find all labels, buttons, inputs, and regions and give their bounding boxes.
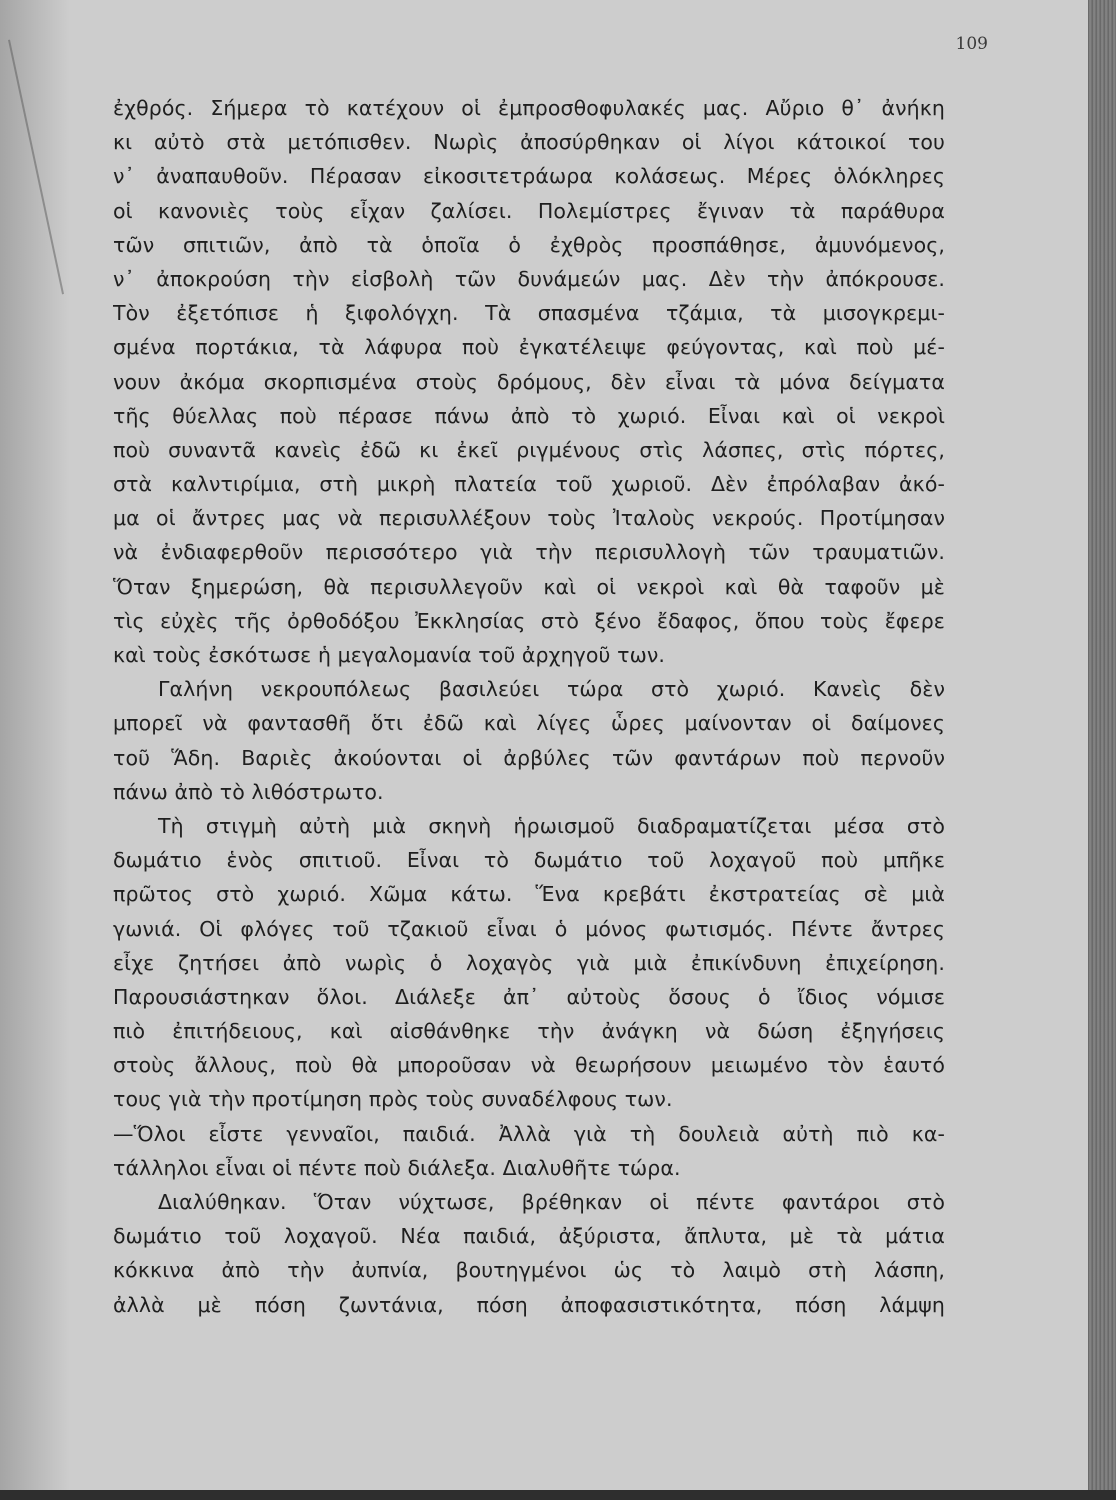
book-bottom-edge — [0, 1490, 1116, 1500]
text-line: Παρουσιάστηκαν ὅλοι. Διάλεξε ἀπ᾽ αὐτοὺς ὅσους ὁ ἴδιος νόμισε — [113, 984, 945, 1009]
text-line: δωμάτιο ἑνὸς σπιτιοῦ. Εἶναι τὸ δωμάτιο τοῦ λοχαγοῦ ποὺ μπῆκε — [113, 848, 945, 873]
text-line: τοῦ Ἅδη. Βαριὲς ἀκούονται οἱ ἀρβύλες τῶν φαντάρων ποὺ περνοῦν — [113, 745, 945, 770]
text-line: στὰ καλντιρίμια, στὴ μικρὴ πλατεία τοῦ χωριοῦ. Δὲν ἐπρόλαβαν ἀκό- — [113, 472, 945, 497]
text-line: μα οἱ ἄντρες μας νὰ περισυλλέξουν τοὺς Ἰταλοὺς νεκρούς. Προτίμησαν — [113, 506, 945, 531]
text-line: τους γιὰ τὴν προτίμηση πρὸς τοὺς συναδέλφους των. — [113, 1087, 673, 1112]
text-line: στοὺς ἄλλους, ποὺ θὰ μποροῦσαν νὰ θεωρήσουν μειωμένο τὸν ἑαυτό — [113, 1053, 945, 1078]
text-line: πάνω ἀπὸ τὸ λιθόστρωτο. — [113, 779, 384, 804]
book-page-stack-edge — [1088, 0, 1116, 1500]
text-line: τῆς θύελλας ποὺ πέρασε πάνω ἀπὸ τὸ χωριό. Εἶναι καὶ οἱ νεκροὶ — [113, 403, 945, 428]
text-line: δωμάτιο τοῦ λοχαγοῦ. Νέα παιδιά, ἀξύριστα, ἄπλυτα, μὲ τὰ μάτια — [113, 1224, 945, 1249]
text-line: πιὸ ἐπιτήδειους, καὶ αἰσθάνθηκε τὴν ἀνάγκη νὰ δώση ἐξηγήσεις — [113, 1019, 945, 1044]
text-line: γωνιά. Οἱ φλόγες τοῦ τζακιοῦ εἶναι ὁ μόνος φωτισμός. Πέντε ἄντρες — [113, 916, 945, 941]
text-line: νὰ ἐνδιαφερθοῦν περισσότερο γιὰ τὴν περισυλλογὴ τῶν τραυματιῶν. — [113, 540, 945, 565]
text-line: Ὅταν ξημερώση, θὰ περισυλλεγοῦν καὶ οἱ νεκροὶ καὶ θὰ ταφοῦν μὲ — [113, 574, 945, 599]
text-line: Τὸν ἐξετόπισε ἡ ξιφολόγχη. Τὰ σπασμένα τζάμια, τὰ μισογκρεμι- — [113, 301, 945, 326]
text-line: τῶν σπιτιῶν, ἀπὸ τὰ ὁποῖα ὁ ἐχθρὸς προσπάθησε, ἀμυνόμενος, — [113, 232, 945, 257]
text-line: τάλληλοι εἶναι οἱ πέντε ποὺ διάλεξα. Διαλυθῆτε τώρα. — [113, 1155, 681, 1180]
text-line: —Ὅλοι εἶστε γενναῖοι, παιδιά. Ἀλλὰ γιὰ τὴ δουλειὰ αὐτὴ πιὸ κα- — [113, 1121, 945, 1146]
text-line: ποὺ συναντᾶ κανεὶς ἐδῶ κι ἐκεῖ ριγμένους στὶς λάσπες, στὶς πόρτες, — [113, 437, 945, 462]
text-line: Διαλύθηκαν. Ὅταν νύχτωσε, βρέθηκαν οἱ πέντε φαντάροι στὸ — [158, 1190, 945, 1214]
text-line: οἱ κανονιὲς τοὺς εἶχαν ζαλίσει. Πολεμίστρες ἔγιναν τὰ παράθυρα — [113, 198, 945, 223]
text-line: καὶ τοὺς ἐσκότωσε ἡ μεγαλομανία τοῦ ἀρχηγοῦ των. — [113, 643, 666, 667]
text-line: μπορεῖ νὰ φαντασθῆ ὅτι ἐδῶ καὶ λίγες ὧρες μαίνονταν οἱ δαίμονες — [113, 711, 945, 736]
body-text — [113, 91, 945, 1322]
text-line: ἐχθρός. Σήμερα τὸ κατέχουν οἱ ἐμπροσθοφυλακές μας. Αὔριο θ᾽ ἀνήκη — [113, 96, 945, 120]
page-number: 109 — [955, 34, 988, 54]
text-line: εἶχε ζητήσει ἀπὸ νωρὶς ὁ λοχαγὸς γιὰ μιὰ ἐπικίνδυνη ἐπιχείρηση. — [113, 950, 945, 975]
page-gutter-shadow — [0, 0, 70, 1490]
text-line: νουν ἀκόμα σκορπισμένα στοὺς δρόμους, δὲν εἶναι τὰ μόνα δείγματα — [113, 369, 945, 394]
text-line: Γαλήνη νεκρουπόλεως βασιλεύει τώρα στὸ χωριό. Κανεὶς δὲν — [158, 677, 945, 702]
text-line: σμένα πορτάκια, τὰ λάφυρα ποὺ ἐγκατέλειψε φεύγοντας, καὶ ποὺ μέ- — [113, 335, 945, 360]
text-line: κι αὐτὸ στὰ μετόπισθεν. Νωρὶς ἀποσύρθηκαν οἱ λίγοι κάτοικοί του — [113, 130, 945, 155]
text-line: τὶς εὐχὲς τῆς ὀρθοδόξου Ἐκκλησίας στὸ ξένο ἔδαφος, ὅπου τοὺς ἔφερε — [113, 608, 945, 633]
text-line: Τὴ στιγμὴ αὐτὴ μιὰ σκηνὴ ἡρωισμοῦ διαδραματίζεται μέσα στὸ — [158, 813, 945, 838]
text-line: ἀλλὰ μὲ πόση ζωντάνια, πόση ἀποφασιστικότητα, πόση λάμψη — [113, 1292, 945, 1317]
text-line: κόκκινα ἀπὸ τὴν ἀυπνία, βουτηγμένοι ὡς τὸ λαιμὸ στὴ λάσπη, — [113, 1258, 945, 1283]
text-line: ν᾽ ἀναπαυθοῦν. Πέρασαν εἰκοσιτετράωρα κολάσεως. Μέρες ὁλόκληρες — [113, 164, 945, 189]
text-line: πρῶτος στὸ χωριό. Χῶμα κάτω. Ἕνα κρεβάτι ἐκστρατείας σὲ μιὰ — [113, 882, 945, 907]
text-line: ν᾽ ἀποκρούση τὴν εἰσβολὴ τῶν δυνάμεών μας. Δὲν τὴν ἀπόκρουσε. — [113, 266, 945, 291]
